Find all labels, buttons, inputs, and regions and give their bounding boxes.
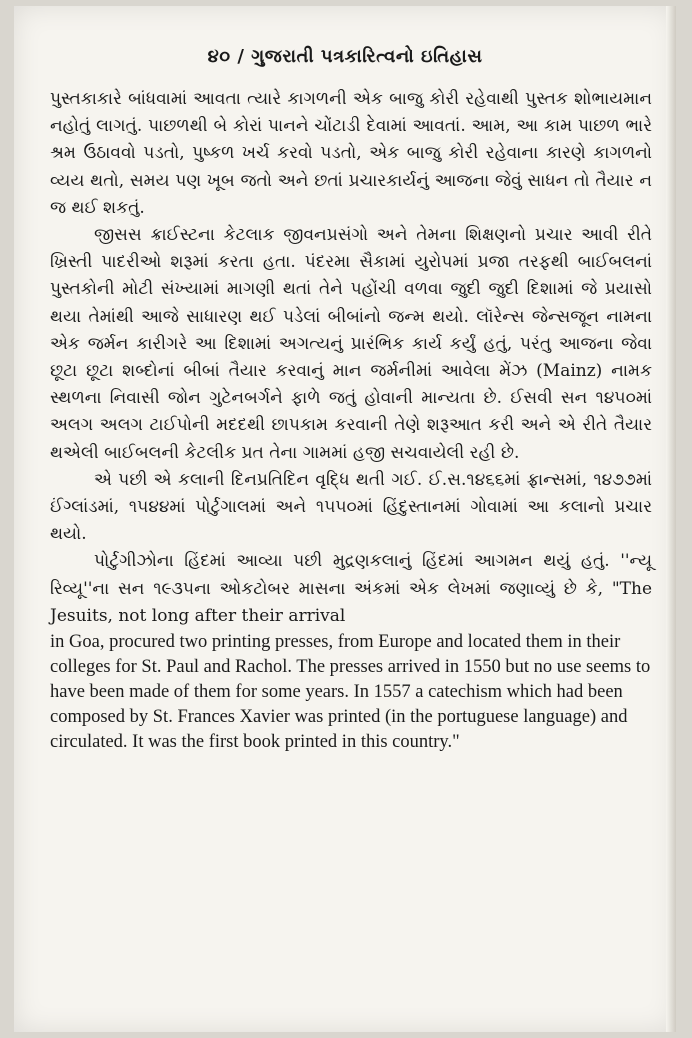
text-line: આજના જેવું સાધન તો તૈયાર ન જ થઈ શકતું. [50,170,652,218]
text-line: ૧૪૫૦માં અલગ અલગ ટાઈપોની મદદથી છાપકામ કરવાની તેણે [50,388,652,436]
text-line: હિંદુસ્તાનમાં ગોવામાં આ કલાનો પ્રચાર થયો. [50,497,652,545]
text-line: પુસ્તકાકારે બાંધવામાં આવતા ત્યારે કાગળની એક બાજુ કોરી [50,89,460,109]
english-quote [50,630,652,755]
paragraph-2 [50,222,652,467]
paragraph-3 [50,467,652,549]
text-line: કાગળનો વ્યય થતો, સમય પણ ખૂબ જતો અને છતાં પ્રચારકાર્યનું [50,143,653,191]
page-edge-shadow [666,6,676,1032]
text-line: પોર્ટુગીઝોના હિંદમાં આવ્યા પછી મુદ્રણકલાનું હિંદમાં આગમન [94,551,533,572]
text-line: શરૂઆત કરી અને એ રીતે તૈયાર થએલી બાઈબલની કેટલીક પ્રત [50,415,652,463]
text-line: જેન્સજૂન નામના એક જર્મન કારીગરે આ દિશામાં અગત્યનું [50,306,653,354]
running-header: ૪૦ / ગુજરાતી પત્રકારિત્વનો ઇતિહાસ [207,46,483,67]
text-line: જીસસ ક્રાઈસ્ટના કેટલાક જીવનપ્રસંગો અને તેમના શિક્ષણનો [94,225,527,246]
quote-line: them in their colleges for St. Paul and Rachol. The presses arrived [50,632,621,678]
text-line: તેના ગામમાં હજી સચવાયેલી રહી છે. [269,442,520,463]
quote-line: in 1550 but no use seems to have been made of them for some [50,657,651,703]
text-line: ચોંટાડી દેવામાં આવતાં. આમ, આ કામ પાછળ ભારે શ્રમ ઉઠાવવો [50,116,652,164]
text-line: રહેવાથી પુસ્તક શોભાયમાન નહોતું લાગતું. પાછળથી બે કોરાં પાનને [50,89,652,137]
text-line: થયું હતું. ''ન્યૂ રિવ્યૂ''ના સન ૧૯૩૫ના ઓકટોબર માસના અંકમાં [50,551,652,599]
text-line: તેમાંથી આજે સાધારણ થઈ પડેલાં બીબાંનો જન્મ થયો. લૉરેન્સ [88,306,525,327]
text-line: ફ્રાન્સમાં, ૧૪૭૭માં ઈંગ્લાંડમાં, ૧૫૪૪માં પોર્ટુગાલમાં અને ૧૫૫૦માં [50,469,653,518]
book-page [14,6,676,1032]
text-line: નિવાસી જોન ગુટેનબર્ગને ફાળે જતું હોવાની માન્યતા છે. ઈસવી સન [109,388,588,409]
text-line: એ પછી એ કલાની દિનપ્રતિદિન વૃદ્ધિ થતી ગઈ. ઈ.સ.૧૪૬૬માં [94,469,521,490]
text-line: પ્રચાર આવી રીતે ખ્રિસ્તી પાદરીઓ શરૂમાં કરતા હતા. પંદરમા [50,225,652,273]
quote-line: in Goa, procured two printing presses, from Europe and located [50,632,522,653]
text-line: સૈકામાં યુરોપમાં પ્રજા તરફથી બાઈબલનાં પુસ્તકોની મોટી સંખ્યામાં [50,252,652,300]
text-line: તૈયાર કરવાનું માન જર્મનીમાં આવેલા મેંઝ (Mainz) નામક સ્થળના [50,361,653,409]
page-body [50,86,652,755]
quote-line: Frances Xavier was printed (in the portuguese language) and [177,707,628,728]
text-line: માગણી થતાં તેને પહોંચી વળવા જુદી જુદી દિશામાં જે પ્રયાસો થયા [50,279,652,327]
text-line: પ્રારંભિક કાર્ય કર્યું હતું, પરંતુ આજના જેવા છૂટા છૂટા શબ્દોનાં બીબાં [50,333,652,382]
paragraph-1 [50,86,652,222]
text-line: પડતો, પુષ્કળ ખર્ચ કરવો પડતો, એક બાજુ કોરી રહેવાના કારણે [143,143,586,164]
paragraph-4 [50,548,652,630]
text-line: એક લેખમાં જણાવ્યું છે કે, "The Jesuits, not long after their arrival [50,578,653,626]
quote-line: circulated. It was the first book printed in this country." [50,732,460,753]
quote-line: years. In 1557 a catechism which had been composed by St. [50,682,623,728]
